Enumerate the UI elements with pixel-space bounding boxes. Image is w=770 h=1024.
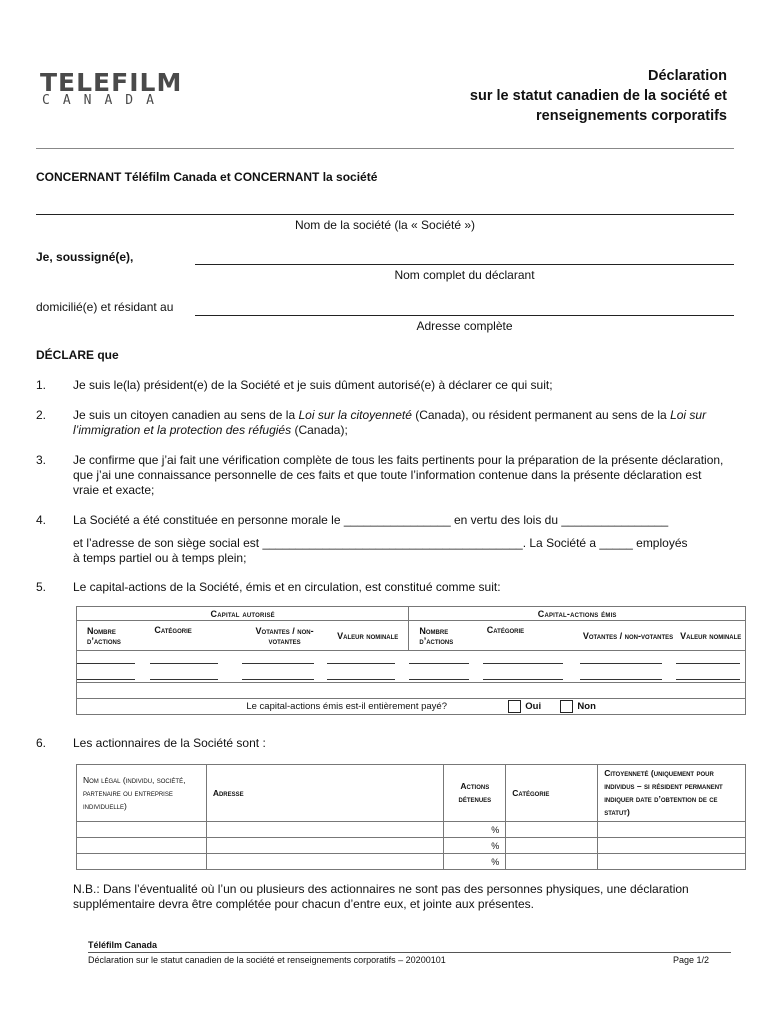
full-name-label: Nom complet du déclarant bbox=[394, 268, 535, 282]
capital-row[interactable] bbox=[77, 667, 746, 683]
paid-question-text: Le capital-actions émis est-il entièrement payé? bbox=[246, 701, 447, 713]
col-address: Adresse bbox=[206, 765, 444, 822]
non-label: Non bbox=[577, 701, 596, 713]
col-shares-held: Actions détenues bbox=[444, 765, 506, 822]
item-5-text: Le capital-actions de la Société, émis et en circulation, est constitué comme suit: bbox=[73, 580, 501, 594]
footer-divider bbox=[88, 952, 731, 953]
full-name-field[interactable] bbox=[195, 264, 734, 265]
shareholder-row[interactable] bbox=[77, 822, 746, 838]
document-title bbox=[470, 66, 727, 126]
item-4-line-3: à temps partiel ou à temps plein; bbox=[73, 551, 247, 565]
telefilm-logo-subtitle: CANADA bbox=[42, 93, 167, 108]
footer-page: Page 1/2 bbox=[673, 955, 710, 965]
item-6-text: Les actionnaires de la Société sont : bbox=[73, 736, 266, 750]
domiciled-label: domicilié(e) et résidant au bbox=[36, 300, 174, 314]
full-address-label: Adresse complète bbox=[416, 319, 513, 333]
non-checkbox[interactable] bbox=[560, 700, 573, 713]
paid-question-row bbox=[77, 699, 746, 715]
shareholder-row[interactable] bbox=[77, 854, 746, 870]
item-4-line-2[interactable]: et l’adresse de son siège social est _______________________________________. La Société a _____ employés bbox=[73, 536, 688, 550]
col-voting-2: Votantes / non-votantes bbox=[580, 621, 677, 651]
item-1-text: Je suis le(la) président(e) de la Société et je suis dûment autorisé(e) à déclarer ce qui suit; bbox=[73, 378, 553, 392]
item-1-number: 1. bbox=[36, 378, 47, 392]
item-2-number: 2. bbox=[36, 408, 47, 422]
footer-org: Téléfilm Canada bbox=[88, 940, 158, 950]
company-name-label: Nom de la société (la « Société ») bbox=[294, 218, 476, 232]
col-voting-1: Votantes / non-votantes bbox=[242, 621, 327, 651]
item-2-text bbox=[73, 408, 739, 438]
capital-row[interactable] bbox=[77, 651, 746, 667]
col-category-2: Catégorie bbox=[483, 621, 580, 651]
item-4-number: 4. bbox=[36, 513, 47, 527]
col-number-shares-1: Nombre d’actions bbox=[77, 621, 151, 651]
authorized-capital-header: Capital autorisé bbox=[77, 607, 409, 621]
col-value-2: Valeur nominale bbox=[676, 621, 745, 651]
undersigned-label: Je, soussigné(e), bbox=[36, 250, 134, 264]
immigration-act-a: Loi bbox=[670, 408, 687, 422]
footer-doc: Déclaration sur le statut canadien de la société et renseignements corporatifs – 20200101 bbox=[88, 955, 446, 965]
col-value-1: Valeur nominale bbox=[327, 621, 409, 651]
immigration-act-b: sur l’immigration et la protection des réfugiés bbox=[73, 408, 707, 437]
citizenship-act: Loi sur la citoyenneté bbox=[298, 408, 412, 422]
oui-label: Oui bbox=[525, 701, 542, 713]
telefilm-logo-wordmark: TELEFILM bbox=[40, 68, 183, 97]
address-field[interactable] bbox=[195, 315, 734, 316]
percent-cell: % bbox=[444, 854, 506, 870]
header-divider bbox=[36, 148, 734, 149]
note-text: N.B.: Dans l’éventualité où l’un ou plusieurs des actionnaires ne sont pas des personnes physiques, une déclaration supplémentaire devra être complétée pour chacun d’entre eux, et jointe aux présentes. bbox=[73, 882, 689, 911]
item-2-mid: (Canada), ou résident permanent au sens de la bbox=[411, 408, 671, 422]
col-citizenship: Citoyenneté (uniquement pour individus – si résident permanent indiquer date d’obtention de ce statut) bbox=[598, 765, 746, 822]
capital-table bbox=[76, 606, 746, 715]
percent-cell: % bbox=[444, 822, 506, 838]
item-6-number: 6. bbox=[36, 736, 47, 750]
capital-blank-row bbox=[77, 683, 746, 699]
col-legal-name: Nom légal (individu, société, partenaire ou entreprise individuelle) bbox=[77, 765, 207, 822]
item-3-number: 3. bbox=[36, 453, 47, 467]
company-name-field[interactable] bbox=[36, 214, 734, 215]
item-4-line-1[interactable]: La Société a été constituée en personne morale le ________________ en vertu des lois du ________________ bbox=[73, 513, 669, 527]
title-line-3: renseignements corporatifs bbox=[536, 108, 727, 124]
issued-capital-header: Capital-actions émis bbox=[409, 607, 746, 621]
col-category: Catégorie bbox=[506, 765, 598, 822]
item-5-number: 5. bbox=[36, 580, 47, 594]
concernant-heading: CONCERNANT Téléfilm Canada et CONCERNANT la société bbox=[36, 170, 378, 184]
title-line-2: sur le statut canadien de la société et bbox=[469, 88, 727, 104]
percent-cell: % bbox=[444, 838, 506, 854]
oui-checkbox[interactable] bbox=[508, 700, 521, 713]
declare-heading: DÉCLARE que bbox=[36, 348, 119, 362]
item-2-post: (Canada); bbox=[291, 423, 348, 437]
title-line-1: Déclaration bbox=[648, 68, 727, 84]
col-category-1: Catégorie bbox=[150, 621, 242, 651]
item-3-text: Je confirme que j’ai fait une vérification complète de tous les faits pertinents pour la préparation de la présente déclaration, que j’ai une connaissance personnelle de ces faits et que toute l’information contenue dans la présente déclaration est vraie et exacte; bbox=[73, 453, 724, 497]
shareholder-row[interactable] bbox=[77, 838, 746, 854]
item-2-pre: Je suis un citoyen canadien au sens de la bbox=[73, 408, 299, 422]
col-number-shares-2: Nombre d’actions bbox=[409, 621, 483, 651]
shareholders-table bbox=[76, 764, 746, 870]
